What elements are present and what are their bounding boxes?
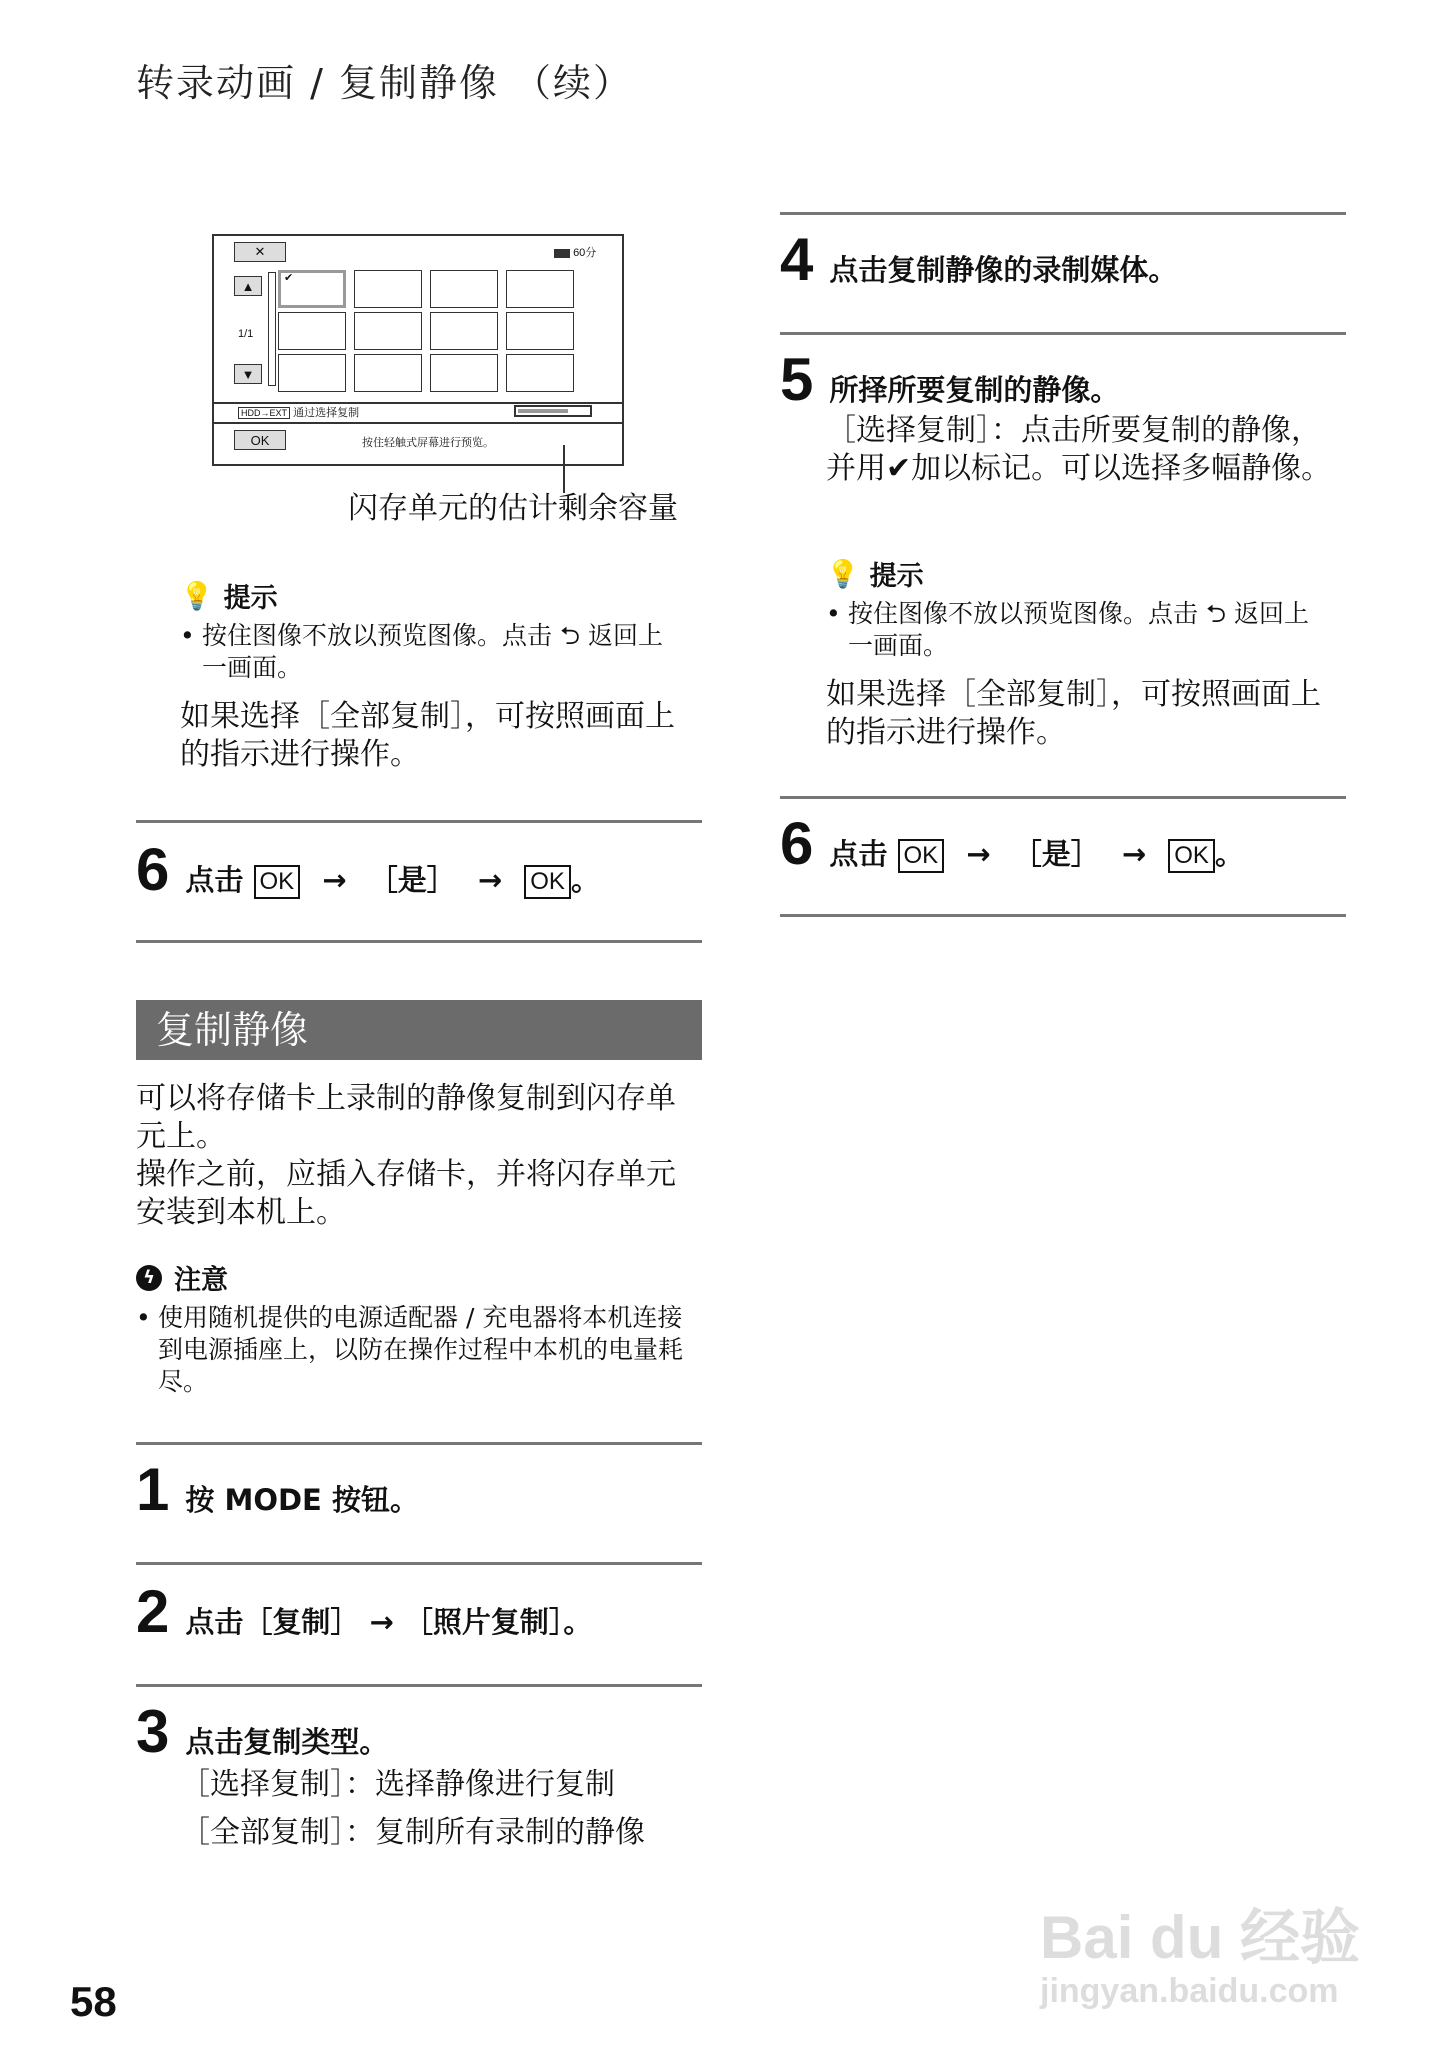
- step-number: 5: [780, 346, 814, 413]
- caution-text: 使用随机提供的电源适配器 / 充电器将本机连接到电源插座上，以防在操作过程中本机的电量耗尽。: [158, 1303, 684, 1396]
- watermark-url: jingyan.baidu.com: [1040, 1972, 1339, 2010]
- step-number: 6: [136, 836, 170, 903]
- checkmark-icon: ✔: [886, 451, 912, 486]
- thumbnail[interactable]: [278, 312, 346, 350]
- step-number: 4: [780, 226, 814, 293]
- battery-remaining: 60分: [573, 247, 597, 259]
- thumbnail[interactable]: [430, 270, 498, 308]
- caution-title: 注意: [174, 1265, 228, 1296]
- ok-key: OK: [524, 865, 571, 899]
- scroll-up-button[interactable]: ▲: [234, 276, 262, 296]
- ok-key: OK: [1168, 839, 1215, 873]
- caution-bullet: • 使用随机提供的电源适配器 / 充电器将本机连接到电源插座上，以防在操作过程中本机的电量耗尽。: [136, 1302, 700, 1398]
- step-6-left: [136, 836, 600, 903]
- step-5: [780, 346, 1120, 413]
- step-5-text-post: 加以标记。可以选择多幅静像。: [911, 451, 1332, 486]
- rule: [780, 796, 1346, 799]
- caution-heading: [136, 1258, 228, 1297]
- page-counter: 1/1: [238, 328, 254, 340]
- check-icon: ✔: [284, 272, 294, 284]
- ok-key: OK: [898, 839, 945, 873]
- period: 。: [570, 863, 600, 897]
- scrollbar[interactable]: [268, 272, 276, 386]
- step-number: 6: [780, 810, 814, 877]
- preview-hint: 按住轻触式屏幕进行预览。: [362, 437, 494, 449]
- tip-heading: [180, 576, 278, 615]
- step-1: [136, 1456, 419, 1523]
- step-text: 点击复制静像的录制媒体。: [829, 253, 1178, 287]
- lightbulb-icon: 💡: [826, 558, 860, 590]
- arrow: →: [322, 863, 347, 897]
- step-number: 1: [136, 1456, 170, 1523]
- ok-button[interactable]: OK: [234, 430, 286, 450]
- step-text: 按 MODE 按钮。: [185, 1483, 419, 1517]
- step-text: 点击: [829, 837, 888, 871]
- step-5-body: [826, 412, 1346, 488]
- step-5-text-pre: ［选择复制］：点击所要复制的静像，并用: [826, 413, 1321, 486]
- tip-heading: [826, 554, 924, 593]
- watermark-logo: Bai du 经验: [1040, 1904, 1361, 1971]
- tip-text-post: 返回上一画面。: [202, 621, 663, 682]
- rule: [136, 1442, 702, 1445]
- step-4: [780, 226, 1178, 293]
- step-text: 点击: [185, 863, 244, 897]
- step-2: [136, 1578, 593, 1645]
- all-copy-note: 如果选择［全部复制］，可按照画面上的指示进行操作。: [826, 677, 1321, 750]
- thumbnail[interactable]: [278, 270, 346, 308]
- tip-text-pre: 按住图像不放以预览图像。点击: [202, 621, 553, 650]
- option-select-copy: ［选择复制］：选择静像进行复制: [180, 1767, 615, 1802]
- ok-key: OK: [254, 865, 301, 899]
- rule: [780, 212, 1346, 215]
- intro-paragraph-1: 可以将存储卡上录制的静像复制到闪存单元上。: [136, 1081, 676, 1154]
- step-3: [136, 1698, 389, 1765]
- tip-text-pre: 按住图像不放以预览图像。点击: [848, 599, 1199, 628]
- option-all-copy: ［全部复制］：复制所有录制的静像: [180, 1815, 645, 1850]
- rule: [136, 820, 702, 823]
- intro-paragraph-2: 操作之前，应插入存储卡，并将闪存单元安装到本机上。: [136, 1157, 676, 1230]
- step-text: 所择所要复制的静像。: [829, 373, 1120, 407]
- step-number: 3: [136, 1698, 170, 1765]
- copy-status-bar: [238, 404, 359, 420]
- hdd-to-memory-icon: HDD→EXT: [238, 407, 290, 419]
- rule: [136, 940, 702, 943]
- section-title: 复制静像: [136, 1000, 702, 1060]
- rule: [780, 914, 1346, 917]
- battery-icon: [554, 249, 570, 258]
- thumbnail[interactable]: [506, 354, 574, 392]
- rule: [136, 1562, 702, 1565]
- thumbnail[interactable]: [430, 354, 498, 392]
- camera-screen-illustration: [212, 234, 624, 466]
- thumbnail[interactable]: [278, 354, 346, 392]
- all-copy-note: 如果选择［全部复制］，可按照画面上的指示进行操作。: [180, 699, 675, 772]
- tip-text-post: 返回上一画面。: [848, 599, 1309, 660]
- thumbnail[interactable]: [506, 312, 574, 350]
- caution-icon: ϟ: [136, 1265, 162, 1291]
- step-number: 2: [136, 1578, 170, 1645]
- period: 。: [1214, 837, 1244, 871]
- yes-option: ［是］: [1012, 837, 1100, 871]
- back-arrow-icon: ⮌: [1198, 599, 1234, 628]
- page-header-title: 转录动画 / 复制静像 （续）: [136, 61, 634, 105]
- tip-title: 提示: [223, 583, 278, 614]
- thumbnail[interactable]: [354, 270, 422, 308]
- step-text: 点击［复制］ → ［照片复制］。: [185, 1605, 593, 1639]
- scroll-down-button[interactable]: ▼: [234, 364, 262, 384]
- page-number: 58: [70, 1978, 117, 2025]
- yes-option: ［是］: [368, 863, 456, 897]
- close-button[interactable]: ✕: [234, 242, 286, 262]
- divider: [214, 422, 622, 424]
- back-arrow-icon: ⮌: [552, 621, 588, 650]
- callout-line: [563, 445, 565, 493]
- thumbnail[interactable]: [506, 270, 574, 308]
- rule: [780, 332, 1346, 335]
- rule: [136, 1684, 702, 1687]
- arrow: →: [966, 837, 991, 871]
- thumbnail[interactable]: [354, 354, 422, 392]
- tip-bullet: • 按住图像不放以预览图像。点击 ⮌ 返回上一画面。: [826, 599, 1309, 660]
- capacity-callout-label: 闪存单元的估计剩余容量: [348, 491, 678, 526]
- step-text: 点击复制类型。: [185, 1725, 389, 1759]
- lightbulb-icon: 💡: [180, 580, 214, 612]
- arrow: →: [1121, 837, 1147, 871]
- battery-indicator: [554, 244, 596, 260]
- thumbnail[interactable]: [354, 312, 422, 350]
- copy-status-text: 通过选择复制: [293, 407, 360, 419]
- tip-bullet: • 按住图像不放以预览图像。点击 ⮌ 返回上一画面。: [180, 621, 663, 682]
- thumbnail[interactable]: [430, 312, 498, 350]
- step-6-right: [780, 810, 1244, 877]
- remaining-capacity-bar: [514, 405, 592, 417]
- arrow: →: [477, 863, 503, 897]
- tip-title: 提示: [869, 561, 924, 592]
